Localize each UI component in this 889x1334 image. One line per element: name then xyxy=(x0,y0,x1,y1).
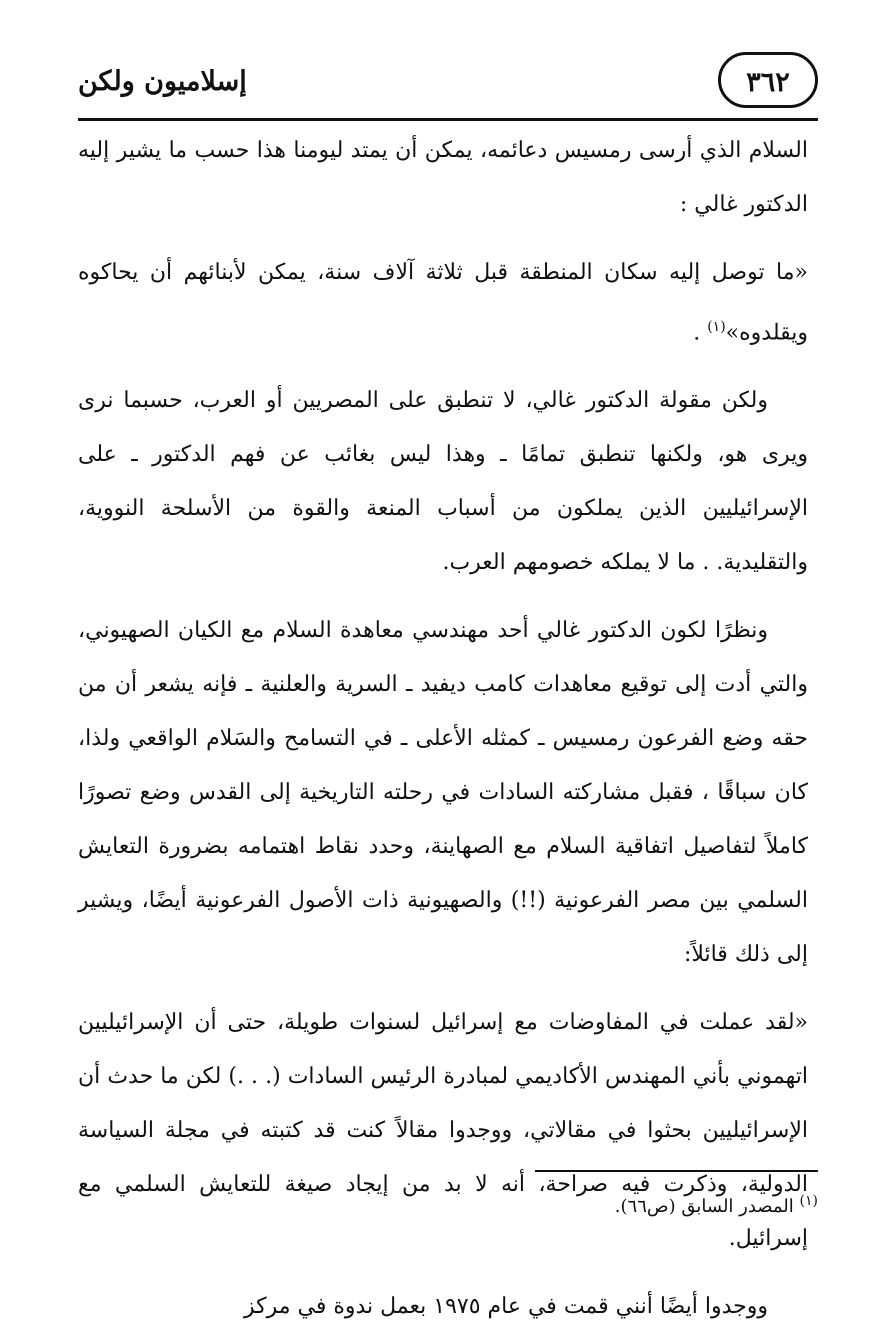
footnote xyxy=(400,1186,818,1222)
footnote-rule xyxy=(535,1170,818,1172)
paragraph-5: «لقد عملت في المفاوضات مع إسرائيل لسنوات طويلة، حتى أن الإسرائيليين اتهموني بأني المهندس الأكاديمي لمبادرة الرئيس السادات (. . .) لكن ما حدث أن الإسرائيليين بحثوا في مقالاتي، ووجدوا مقالاً كنت قد كتبته في مجلة السياسة الدولية، وذكرت فيه صراحة، أنه لا بد من إيجاد صيغة للتعايش السلمي مع إسرائيل. xyxy=(78,1010,808,1252)
paragraph-4: ونظرًا لكون الدكتور غالي أحد مهندسي معاهدة السلام مع الكيان الصهيوني، والتي أدت إلى توقيع معاهدات كامب ديفيد ـ السرية والعلنية ـ فإنه يشعر أن من حقه وضع الفرعون رمسيس ـ كمثله الأعلى ـ في التسامح والسَلام الواقعي ولذا، كان سباقًا ، فقبل مشاركته السادات في رحلته التاريخية إلى القدس وضع تصورًا كاملاً لتفاصيل اتفاقية السلام مع الصهاينة، وحدد نقاط اهتمامه بضرورة التعايش السلمي بين مصر الفرعونية (!!) والصهيونية ذات الأصول الفرعونية أيضًا، ويشير إلى ذلك قائلاً: xyxy=(78,618,808,968)
paragraph-1: السلام الذي أرسى رمسيس دعائمه، يمكن أن يمتد ليومنا هذا حسب ما يشير إليه الدكتور غالي : xyxy=(78,138,808,217)
quote-text: «ما توصل إليه سكان المنطقة قبل ثلاثة آلاف سنة، يمكن لأبنائهم أن يحاكوه ويقلدوه» xyxy=(78,260,808,346)
footnote-marker: (١) xyxy=(799,1193,818,1209)
quote-end-punctuation: . xyxy=(693,320,708,346)
paragraph-6: ووجدوا أيضًا أنني قمت في عام ١٩٧٥ بعمل ندوة في مركز xyxy=(243,1294,768,1320)
footnote-reference: (١) xyxy=(707,319,726,335)
paragraph-3: ولكن مقولة الدكتور غالي، لا تنطبق على المصريين أو العرب، حسبما نرى ويرى هو، ولكنها تنطبق تمامًا ـ وهذا ليس بغائب عن فهم الدكتور ـ على الإسرائيليين الذين يملكون من أسباب المنعة والقوة من الأسلحة النووية، والتقليدية. . ما لا يملكه خصومهم العرب. xyxy=(78,388,808,576)
body-text xyxy=(78,124,808,1334)
book-title: إسلاميون ولكن xyxy=(78,66,247,97)
page-header xyxy=(78,52,818,118)
header-rule xyxy=(78,118,818,121)
paragraph-2 xyxy=(78,246,808,360)
footnote-text: المصدر السابق (ص٦٦). xyxy=(614,1196,794,1217)
page-number: ٣٦٢ xyxy=(718,52,818,108)
